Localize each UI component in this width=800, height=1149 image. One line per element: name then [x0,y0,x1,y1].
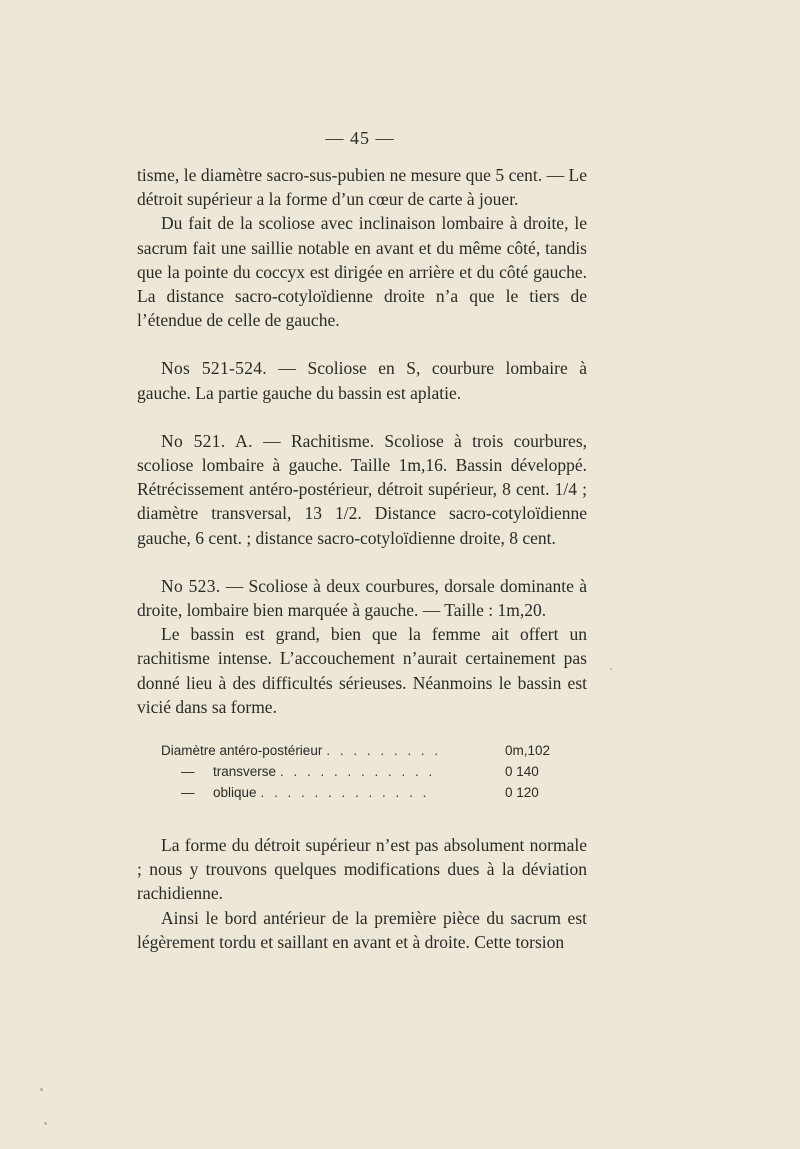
body-text [137,163,587,954]
paragraph: Ainsi le bord antérieur de la première pièce du sacrum est légèrement tordu et saillant en avant et à droite. Cette torsion [137,907,587,952]
measurement-row [161,782,551,803]
measurements-table [137,740,587,803]
specimen-number: Nos 521-524. [161,358,267,379]
specimen-entry [137,429,587,550]
paper-speck [40,1088,43,1091]
leader-dots: . . . . . . . . . . . . . [260,785,430,801]
page-number: — 45 — [325,128,395,148]
measurement-label: Diamètre antéro-postérieur [161,743,323,759]
paragraph: Du fait de la scoliose avec inclinaison lombaire à droite, le sacrum fait une saillie notable en avant et du même côté, tandis que la pointe du coccyx est dirigée en arrière et du côté gauche. La distance sacro-cotyloïdienne droite n’a que le tiers de l’étendue de celle de gauche. [137,213,587,331]
specimen-description: — Scoliose à deux courbures, dorsale dominante à droite, lombaire bien marquée à gauche. — Taille : 1m,20. [137,575,587,621]
specimen-entry [137,356,587,404]
paragraph: La forme du détroit supérieur n’est pas absolument normale ; nous y trouvons quelques modifications dues à la déviation rachidienne. [137,835,587,904]
measurement-value: 0 120 [505,785,539,801]
ditto-dash: — [181,764,195,780]
leader-dots: . . . . . . . . . [326,743,442,759]
measurement-row [161,761,551,782]
paragraph: tisme, le diamètre sacro-sus-pubien ne mesure que 5 cent. — Le détroit supérieur a la forme d’un cœur de carte à jouer. [137,165,587,210]
measurement-value: 0m,102 [505,743,551,759]
measurement-label: oblique [213,785,257,801]
specimen-description: — Rachitisme. Scoliose à trois courbures, scoliose lombaire à gauche. Taille 1m,16. Bassin développé. Rétrécissement antéro-postérieur, détroit supérieur, 8 cent. 1/4 ; diamètre transversal, 13 1/2. Distance sacro-cotyloïdienne gauche, 6 cent. ; distance sacro-cotyloïdienne droite, 8 cent. [137,430,588,548]
specimen-number: No 521. A. [161,430,253,451]
paragraph: Le bassin est grand, bien que la femme ait offert un rachitisme intense. L’accouchement n’aurait certainement pas donné lieu à des difficultés sérieuses. Néanmoins le bassin est vicié dans sa forme. [137,624,587,717]
ditto-dash: — [181,785,195,801]
specimen-description: — Scoliose en S, courbure lombaire à gauche. La partie gauche du bassin est aplatie. [137,358,587,403]
specimen-entry [137,574,587,622]
leader-dots: . . . . . . . . . . . . [280,764,436,780]
measurement-label: transverse [213,764,277,780]
measurement-row [161,740,551,761]
measurement-value: 0 140 [505,764,539,780]
paper-speck [44,1122,47,1125]
specimen-number: No 523. [161,575,221,596]
paper-speck [610,668,612,670]
